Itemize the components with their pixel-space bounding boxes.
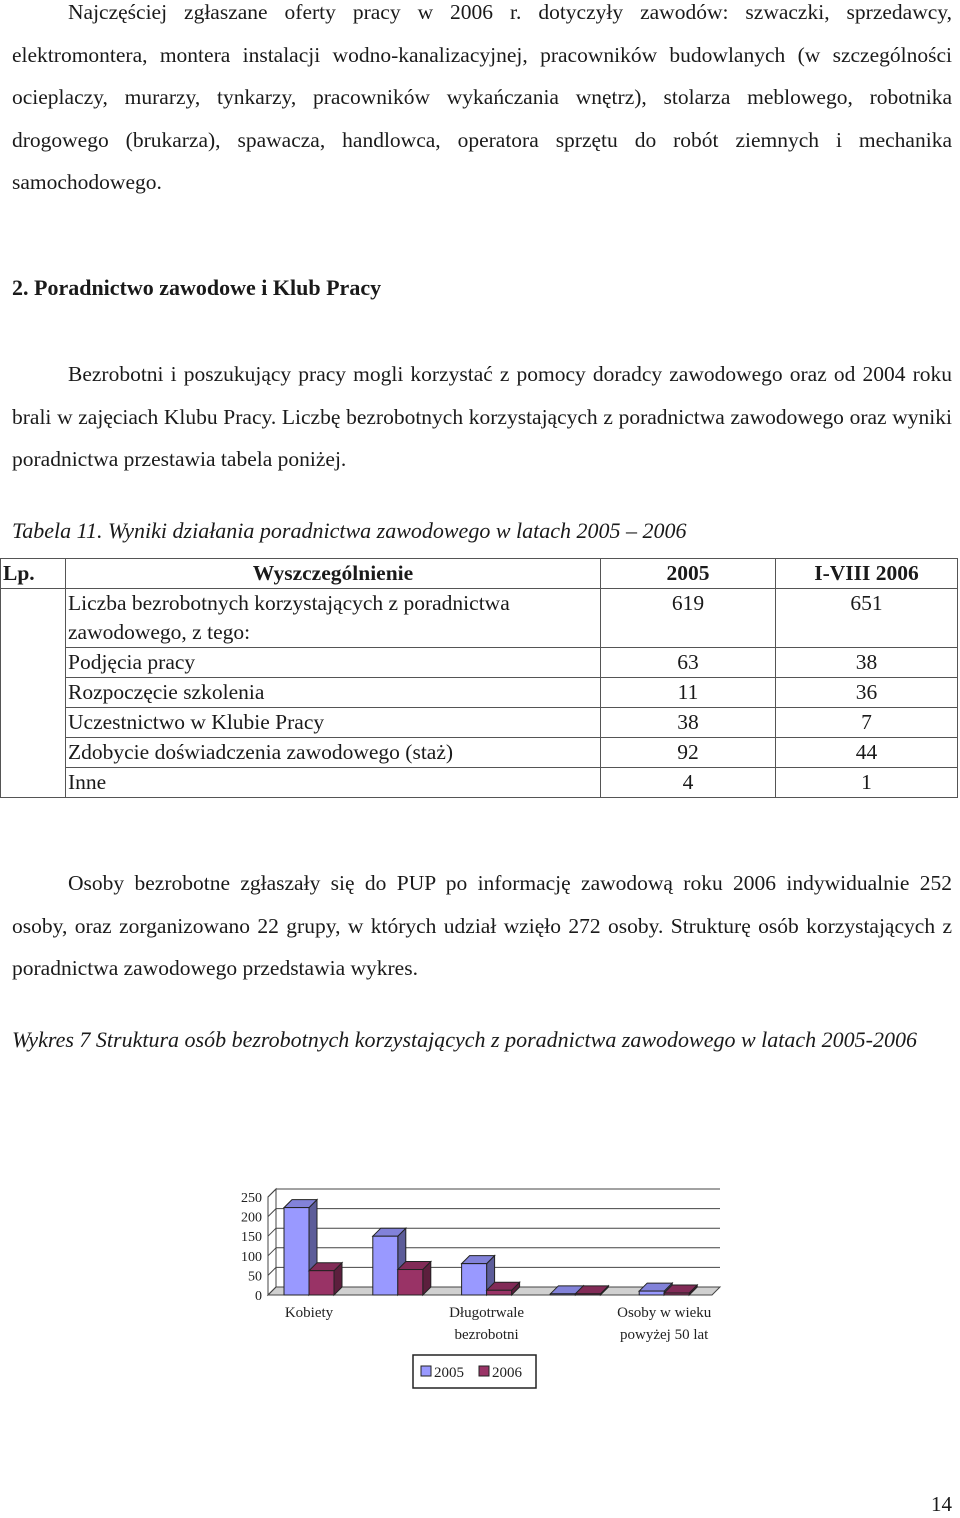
bar-front [550,1294,575,1295]
y-tick-label: 50 [248,1269,262,1285]
table-row [1,708,958,738]
row-value-2006: 38 [776,648,958,678]
row-value-2005: 619 [601,589,776,648]
row-label: Podjęcia pracy [66,648,601,678]
row-value-2006: 1 [776,768,958,798]
row-label: Zdobycie doświadczenia zawodowego (staż) [66,738,601,768]
row-value-2005: 38 [601,708,776,738]
row-value-2005: 63 [601,648,776,678]
chart-legend [413,1355,536,1388]
header-lp: Lp. [1,559,66,589]
results-table [0,558,958,798]
header-2005: 2005 [601,559,776,589]
bar-front [575,1294,600,1295]
header-2006: I-VIII 2006 [776,559,958,589]
legend-swatch [479,1366,489,1376]
page-number: 14 [931,1492,952,1516]
row-value-2005: 92 [601,738,776,768]
bar-front [664,1293,689,1295]
y-tick-label: 0 [255,1289,262,1304]
table-header-row [1,559,958,589]
bar-front [284,1208,309,1295]
y-tick-label: 150 [241,1230,262,1246]
x-tick-label: Kobiety [284,1305,334,1321]
section-heading: 2. Poradnictwo zawodowe i Klub Pracy [12,275,382,300]
chart-bars [284,1200,697,1295]
row-value-2005: 11 [601,678,776,708]
paragraph-counseling: Bezrobotni i poszukujący pracy mogli korzystać z pomocy doradcy zawodowego oraz od 2004 roku brali w zajęciach Klubu Pracy. Liczbę bezrobotnych korzystających z poradnictwa zawodowego oraz wyniki poradnictwa przestawia tabela poniżej. [12,362,952,471]
x-tick-label: Długotrwale [449,1305,525,1321]
legend-label: 2005 [434,1365,464,1381]
y-tick-label: 100 [241,1249,262,1265]
row-label: Inne [66,768,601,798]
table-row [1,738,958,768]
row-value-2006: 651 [776,589,958,648]
paragraph-job-offers: Najczęściej zgłaszane oferty pracy w 2006 r. dotyczyły zawodów: szwaczki, sprzedawcy, elektromontera, montera instalacji wodno-kanalizacyjnej, pracowników budowlanych (w szczególności ocieplaczy, murarzy, tynkarzy, pracowników wykańczania wnętrz), stolarza meblowego, robotnika drogowego (brukarza), spawacza, handlowca, operatora sprzętu do robót ziemnych i mechanika samochodowego. [12,0,952,194]
chart-caption: Wykres 7 Struktura osób bezrobotnych korzystających z poradnictwa zawodowego w latach 2005-2006 [12,1027,917,1052]
table-row [1,768,958,798]
header-description: Wyszczególnienie [66,559,601,589]
table-row [1,648,958,678]
row-label: Rozpoczęcie szkolenia [66,678,601,708]
bar-front [398,1270,423,1295]
legend-swatch [421,1366,431,1376]
y-tick-label: 200 [241,1210,262,1226]
bar-front [309,1271,334,1295]
row-value-2006: 36 [776,678,958,708]
chart-y-ticks [241,1191,262,1304]
bar-front [639,1291,664,1295]
chart-x-labels [285,1305,712,1343]
x-tick-label: Osoby w wieku [617,1305,712,1321]
row-label: Uczestnictwo w Klubie Pracy [66,708,601,738]
row-label: Liczba bezrobotnych korzystających z poradnictwa zawodowego, z tego: [66,589,601,648]
chart-side-wall [268,1189,276,1295]
bar-chart [0,1150,960,1400]
table-caption: Tabela 11. Wyniki działania poradnictwa zawodowego w latach 2005 – 2006 [12,518,687,543]
x-tick-label: powyżej 50 lat [620,1327,709,1343]
bar-front [373,1236,398,1295]
table-row [1,678,958,708]
row-value-2005: 4 [601,768,776,798]
legend-label: 2006 [492,1365,522,1381]
lp-cell [1,589,66,798]
bar-2006-0 [309,1263,342,1295]
table-row [1,589,958,648]
row-value-2006: 44 [776,738,958,768]
bar-front [462,1264,487,1295]
bar-2006-1 [398,1262,431,1295]
bar-front [487,1290,512,1295]
row-value-2006: 7 [776,708,958,738]
y-tick-label: 250 [241,1191,262,1206]
paragraph-pup-info: Osoby bezrobotne zgłaszały się do PUP po informację zawodową roku 2006 indywidualnie 252 osoby, oraz zorganizowano 22 grupy, w których udział wzięło 272 osoby. Strukturę osób korzystających z poradnictwa zawodowego przedstawia wykres. [12,871,952,980]
x-tick-label: bezrobotni [454,1327,519,1343]
